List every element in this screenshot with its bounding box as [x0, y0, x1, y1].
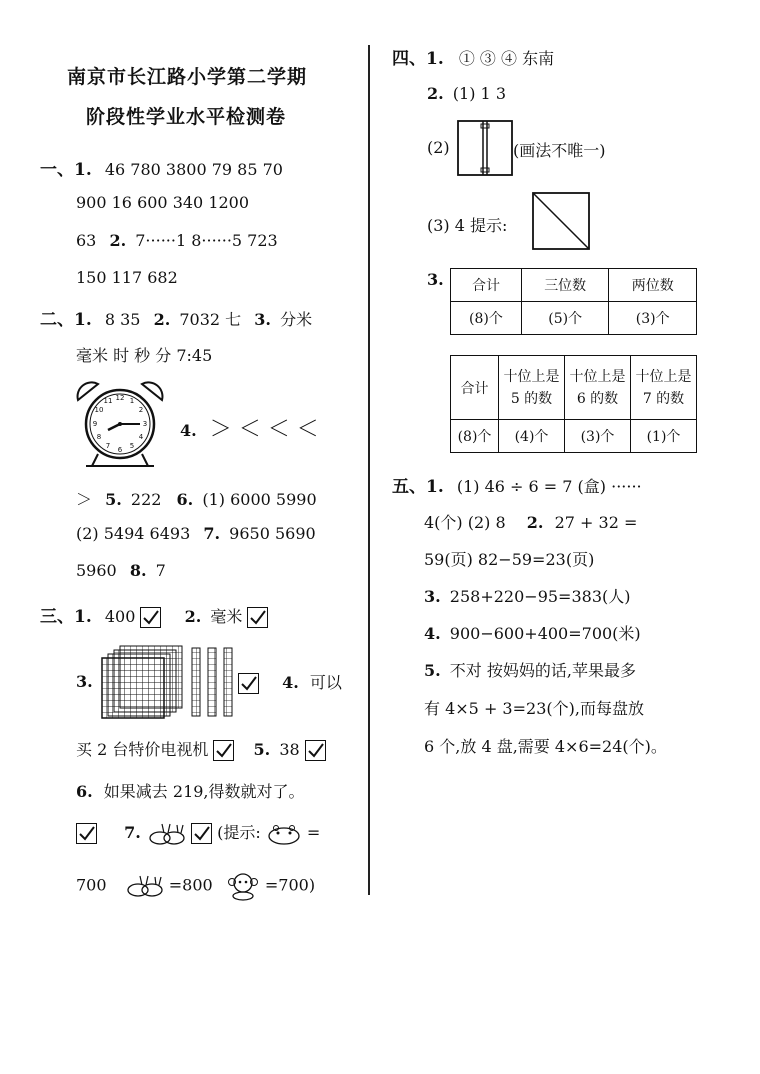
s5-answer-1: (1) 46 ÷ 6 = 7 (盒) ······ — [456, 477, 642, 496]
section-4-label: 四、1. — [392, 49, 444, 69]
table-header — [499, 356, 565, 420]
table-header-line: 6 的数 — [576, 390, 619, 407]
section-5-row-6 — [424, 658, 636, 681]
s3-answer-1: 400 — [104, 607, 136, 626]
checkmark-icon — [238, 673, 259, 694]
table-header — [631, 356, 697, 420]
table-header-line: 7 的数 — [642, 390, 685, 407]
table-header-line: 十位上是 — [635, 368, 692, 385]
section-1-row-3 — [76, 231, 278, 250]
section-1-row-1 — [40, 155, 283, 180]
s3-hint-prefix: (提示: — [217, 823, 261, 842]
section-3-row-6 — [76, 871, 315, 901]
checkmark-icon — [191, 823, 212, 844]
s5-answer-3: 258+220−95=383(人) — [449, 587, 631, 606]
s5-answer-5: 不对 按妈妈的话,苹果最多 — [449, 661, 636, 680]
svg-text:12: 12 — [115, 394, 125, 402]
s1-answers-3a: 63 — [76, 231, 97, 250]
s5-answer-1b: 4(个) (2) 8 — [424, 513, 506, 532]
table-header: 三位数 — [521, 269, 609, 302]
equals-sign: = — [306, 823, 321, 842]
section-3-label: 三、1. — [40, 607, 92, 627]
question-number: 4. — [180, 421, 197, 440]
question-number: 6. — [76, 782, 93, 801]
s4-part-2-label: (2) — [427, 138, 450, 157]
question-number: 3. — [254, 310, 271, 329]
section-5-row-1 — [392, 472, 642, 497]
s3-answer-4: 可以 — [309, 673, 342, 692]
s5-answer-5c: 6 个,放 4 盘,需要 4×6=24(个)。 — [424, 737, 667, 756]
svg-text:3: 3 — [142, 420, 148, 428]
question-number: 5. — [253, 740, 271, 759]
question-number: 3. — [76, 672, 93, 691]
s1-answers-3c: 7······1 8······5 723 — [135, 231, 278, 250]
s1-answers-1: 46 780 3800 79 85 70 — [104, 160, 283, 179]
table-cell: (5)个 — [521, 302, 609, 335]
s2-answer-2: 7032 七 — [179, 310, 242, 329]
answer-table-2 — [450, 355, 697, 453]
s1-answers-4: 150 117 682 — [76, 268, 178, 287]
table-header: 两位数 — [609, 269, 697, 302]
square-divided-vertical-icon — [457, 120, 513, 176]
section-2-label: 二、1. — [40, 310, 92, 330]
table-header: 合计 — [451, 356, 499, 420]
question-number: 2. — [427, 84, 444, 103]
table-header: 合计 — [451, 269, 522, 302]
section-2-row-1 — [40, 305, 312, 330]
s4-answer-2: (1) 1 3 — [452, 84, 506, 103]
hippo-icon — [266, 823, 302, 845]
section-2-row-7 — [76, 561, 166, 580]
column-divider — [368, 45, 370, 895]
s2-answer-1: 8 35 — [104, 310, 141, 329]
s3-answer-4b: 买 2 台特价电视机 — [76, 740, 209, 759]
section-3-row-2 — [238, 670, 342, 694]
s5-answer-5b: 有 4×5 + 3=23(个),而每盘放 — [424, 699, 644, 718]
s1-answers-2: 900 16 600 340 1200 — [76, 193, 250, 212]
svg-text:1: 1 — [129, 397, 135, 405]
hippo-value: 700 — [76, 875, 107, 895]
monkey-icon — [226, 871, 260, 901]
question-number: 4. — [282, 673, 299, 692]
svg-text:11: 11 — [103, 397, 113, 405]
s4-drawing-note: (画法不唯一) — [513, 141, 606, 160]
table-cell: (8)个 — [451, 302, 522, 335]
rabbit-icon — [124, 874, 164, 898]
s2-comparison-last: ＞ — [76, 490, 93, 509]
s3-answer-6: 如果减去 219,得数就对了。 — [103, 782, 305, 801]
s5-answer-2: 27 + 32 = — [554, 513, 638, 532]
s5-answer-4: 900−600+400=700(米) — [449, 624, 641, 643]
svg-text:7: 7 — [105, 442, 111, 450]
question-number: 3. — [427, 270, 444, 289]
table-cell: (3)个 — [609, 302, 697, 335]
table-cell: (8)个 — [451, 420, 499, 453]
s4-part-3: (3) 4 提示: — [427, 216, 508, 235]
svg-text:5: 5 — [129, 442, 135, 450]
section-5-row-5 — [424, 621, 641, 644]
s2-comparisons: ＞ ＜ ＜ ＜ — [209, 417, 319, 442]
checkmark-icon — [305, 740, 326, 761]
svg-text:9: 9 — [92, 420, 98, 428]
section-5-row-2 — [424, 510, 637, 533]
question-number: 6. — [176, 490, 194, 509]
svg-text:10: 10 — [94, 406, 104, 414]
s5-answer-2b: 59(页) 82−59=23(页) — [424, 550, 595, 569]
s2-answer-6b: (2) 5494 6493 — [76, 524, 191, 543]
s2-answer-5: 222 — [130, 490, 162, 509]
title-line-2: 阶段性学业水平检测卷 — [86, 106, 287, 128]
s2-answer-8: 7 — [155, 561, 166, 580]
section-4-row-1 — [392, 44, 554, 69]
question-number: 3. — [424, 587, 441, 606]
rabbit-icon — [146, 823, 186, 845]
alarm-clock-icon — [70, 378, 170, 470]
answer-table-1 — [450, 268, 697, 335]
table-cell: (3)个 — [565, 420, 631, 453]
s3-answer-2: 毫米 — [210, 607, 243, 626]
section-5-label: 五、1. — [392, 477, 444, 497]
monkey-value: =700) — [264, 875, 316, 895]
section-3-row-1 — [40, 602, 268, 628]
section-3-row-4 — [76, 779, 305, 802]
s2-answer-3-cont: 毫米 时 秒 分 7:45 — [76, 346, 213, 365]
table-cell: (4)个 — [499, 420, 565, 453]
table-header-line: 5 的数 — [510, 390, 553, 407]
section-4-row-2 — [427, 84, 506, 103]
question-number: 2. — [153, 310, 171, 329]
svg-text:4: 4 — [138, 433, 144, 441]
question-number: 5. — [105, 490, 122, 509]
checkmark-icon — [76, 823, 97, 844]
s2-answer-6: (1) 6000 5990 — [202, 490, 317, 509]
question-number: 7. — [124, 823, 141, 842]
s2-answer-3: 分米 — [280, 310, 313, 329]
table-cell: (1)个 — [631, 420, 697, 453]
section-3-row-5 — [76, 820, 320, 845]
question-number: 2. — [184, 607, 202, 626]
section-2-row-6 — [76, 524, 316, 543]
cube-blocks-icon — [100, 640, 240, 720]
checkmark-icon — [247, 607, 268, 628]
question-number: 5. — [424, 661, 441, 680]
s3-answer-5: 38 — [279, 740, 300, 759]
section-2-row-4 — [180, 412, 319, 443]
table-header-line: 十位上是 — [503, 368, 560, 385]
section-3-row-3 — [76, 737, 326, 761]
rabbit-value: =800 — [168, 875, 213, 895]
checkmark-icon — [140, 607, 161, 628]
square-diagonal-icon — [532, 192, 590, 250]
table-header-line: 十位上是 — [569, 368, 626, 385]
question-number: 2. — [526, 513, 544, 532]
section-5-row-4 — [424, 584, 630, 607]
question-number: 2. — [109, 231, 127, 250]
svg-text:8: 8 — [96, 433, 102, 441]
svg-text:2: 2 — [138, 406, 144, 414]
question-number: 7. — [203, 524, 221, 543]
section-1-label: 一、1. — [40, 160, 92, 180]
s4-answer-1: ① ③ ④ 东南 — [458, 49, 555, 68]
section-2-row-5 — [76, 487, 317, 510]
table-header — [565, 356, 631, 420]
question-number: 4. — [424, 624, 441, 643]
s2-answer-7: 9650 5690 — [229, 524, 316, 543]
svg-text:6: 6 — [117, 446, 123, 454]
question-number: 8. — [129, 561, 147, 580]
s2-answer-7b: 5960 — [76, 561, 117, 580]
checkmark-icon — [213, 740, 234, 761]
title-line-1: 南京市长江路小学第二学期 — [67, 66, 308, 88]
